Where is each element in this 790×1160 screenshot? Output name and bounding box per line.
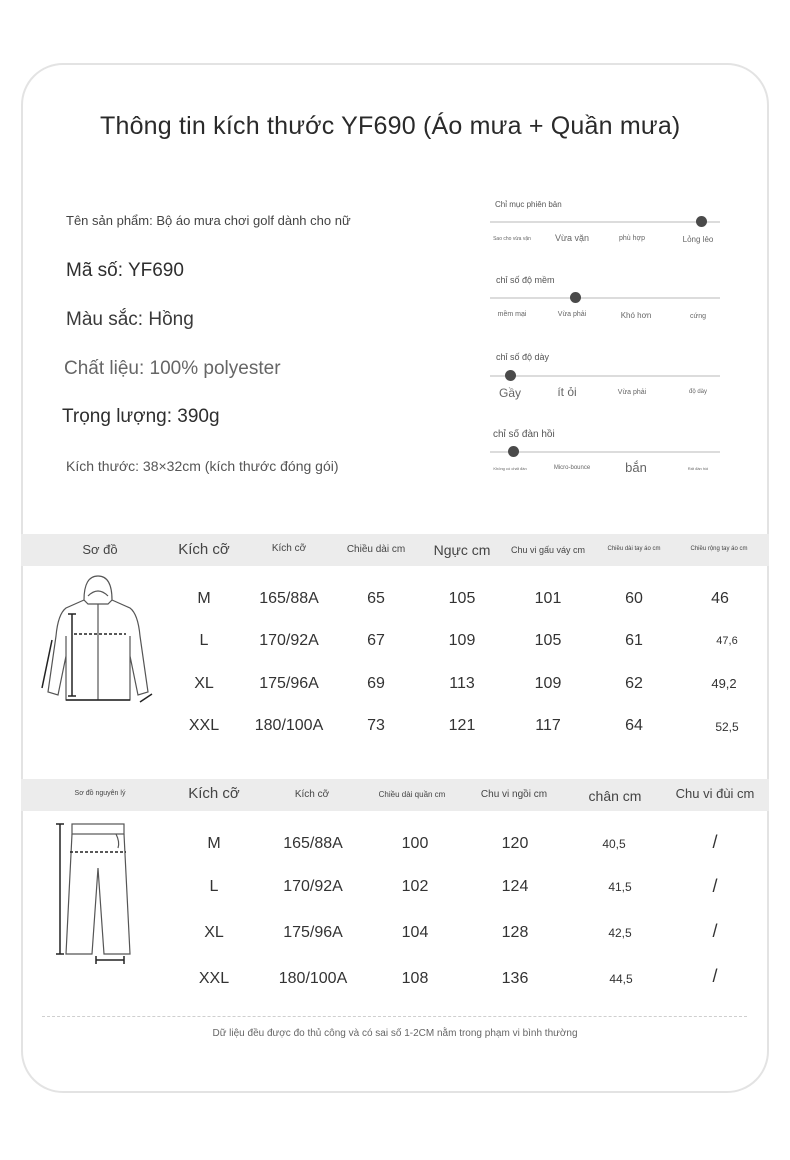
table-cell: M (207, 835, 221, 852)
product-weight: Trọng lượng: 390g (62, 406, 220, 427)
table-cell: 46 (711, 590, 729, 607)
product-material: Chất liệu: 100% polyester (64, 358, 281, 379)
indicator-option: Lỏng lẻo (682, 235, 714, 244)
table-cell: 165/88A (259, 590, 319, 607)
table-cell: 180/100A (254, 717, 324, 734)
table-header: Chu vi ngồi cm (480, 789, 548, 800)
jacket-diagram (38, 574, 158, 709)
table-cell: 120 (501, 835, 529, 852)
table-header: Sơ đồ nguyên lý (74, 790, 126, 797)
table-cell: M (197, 590, 211, 607)
table-cell: 170/92A (259, 632, 319, 649)
table-header: Chiều dài cm (346, 544, 406, 555)
table-cell: XL (204, 924, 224, 941)
product-code: Mã số: YF690 (66, 260, 184, 281)
table-cell: 180/100A (278, 970, 348, 987)
indicator-marker (696, 216, 707, 227)
table-header: Sơ đồ (82, 542, 118, 557)
table-cell: / (712, 921, 718, 941)
product-name: Tên sản phẩm: Bộ áo mưa chơi golf dành cho nữ (66, 213, 351, 228)
table-cell: 113 (449, 675, 475, 692)
indicator-option: Rất đàn hồi (687, 466, 709, 471)
table-cell: 105 (534, 632, 562, 649)
indicator-marker (508, 446, 519, 457)
table-cell: 175/96A (259, 675, 319, 692)
table-header: Ngực cm (433, 542, 491, 558)
table-header: Kích cỡ (178, 541, 230, 558)
indicator-option: phù hợp (618, 235, 646, 242)
table-cell: 69 (367, 675, 385, 692)
indicator-track (490, 375, 720, 377)
table-header: chân cm (588, 788, 642, 804)
table-cell: 124 (501, 878, 529, 895)
pants-waistband (72, 824, 124, 834)
page-title: Thông tin kích thước YF690 (Áo mưa + Quần mưa) (100, 112, 681, 140)
table-cell: 62 (625, 675, 643, 692)
table-cell: XXL (188, 717, 220, 734)
indicator-option: ít ỏi (557, 385, 577, 399)
table-cell: 41,5 (608, 880, 632, 894)
table-cell: 109 (448, 632, 476, 649)
indicator-option: Vừa vặn (554, 233, 590, 243)
indicator-option: Sao cho vừa vặn (493, 236, 531, 242)
table-cell: 60 (625, 590, 643, 607)
table-cell: 100 (401, 835, 429, 852)
table-header: Chu vi gấu váy cm (510, 545, 586, 555)
indicator-label: chỉ số đàn hồi (493, 429, 555, 440)
table-header: Chiều rộng tay áo cm (690, 546, 748, 552)
footnote: Dữ liệu đều được đo thủ công và có sai số 1-2CM nằm trong phạm vi bình thường (212, 1028, 578, 1039)
indicator-option: Micro-bounce (553, 465, 591, 471)
table-header: Chiều dài tay áo cm (607, 546, 661, 552)
product-color: Màu sắc: Hồng (66, 309, 194, 330)
table-cell: 73 (367, 717, 385, 734)
table-cell: / (712, 876, 718, 896)
pants-diagram (52, 818, 142, 968)
table-cell: 170/92A (283, 878, 343, 895)
indicator-track (490, 451, 720, 453)
table-header: Chu vi đùi cm (675, 786, 755, 801)
table-cell: XL (194, 675, 214, 692)
cuff-measure (140, 694, 152, 702)
sleeve-measure (42, 640, 52, 688)
table-cell: L (199, 632, 209, 649)
indicator-option: độ dày (688, 389, 708, 395)
indicator-marker (570, 292, 581, 303)
table-cell: 105 (448, 590, 476, 607)
indicator-marker (505, 370, 516, 381)
indicator-label: chỉ số độ mềm (496, 275, 555, 285)
indicator-option: cứng (690, 313, 706, 320)
divider (42, 1016, 747, 1017)
table-cell: 109 (534, 675, 562, 692)
indicator-option: Không có chất đàn (493, 466, 527, 471)
indicator-track (490, 297, 720, 299)
table-cell: 61 (625, 632, 643, 649)
table-cell: 136 (501, 970, 529, 987)
table-header: Chiều dài quần cm (378, 790, 446, 799)
indicator-track (490, 221, 720, 223)
table-cell: 165/88A (283, 835, 343, 852)
table-cell: 64 (625, 717, 643, 734)
indicator-option: bắn (625, 460, 647, 475)
indicator-option: Vừa phải (617, 389, 647, 396)
table-cell: 102 (401, 878, 429, 895)
table-cell: 108 (401, 970, 429, 987)
table-cell: XXL (198, 970, 230, 987)
table-cell: 67 (367, 632, 385, 649)
table-cell: 104 (401, 924, 429, 941)
table-cell: 52,5 (715, 720, 739, 734)
table-cell: 44,5 (609, 972, 633, 986)
table-cell: 49,2 (711, 676, 737, 691)
jacket-hood (84, 576, 112, 604)
table-cell: 101 (534, 590, 562, 607)
table-cell: 65 (367, 590, 385, 607)
table-cell: 42,5 (608, 926, 632, 940)
package-size: Kích thước: 38×32cm (kích thước đóng gói) (66, 458, 339, 474)
table-cell: 121 (448, 717, 476, 734)
table-cell: / (712, 966, 718, 986)
table-cell: L (209, 878, 219, 895)
table-cell: 117 (535, 717, 561, 734)
table-header: Kích cỡ (271, 543, 307, 554)
table-header: Kích cỡ (294, 789, 330, 800)
table-cell: 47,6 (716, 635, 738, 647)
table-cell: 175/96A (283, 924, 343, 941)
indicator-label: chỉ số độ dày (496, 352, 550, 362)
indicator-option: Khó hơn (620, 311, 652, 320)
indicator-option: mềm mại (497, 311, 527, 318)
indicator-option: Vừa phải (557, 311, 587, 318)
table-header: Kích cỡ (188, 785, 240, 802)
indicator-option: Gầy (498, 386, 522, 400)
table-cell: 40,5 (602, 837, 626, 851)
table-cell: 128 (501, 924, 529, 941)
indicator-label: Chỉ mục phiên bản (495, 200, 562, 209)
table-cell: / (712, 832, 718, 852)
